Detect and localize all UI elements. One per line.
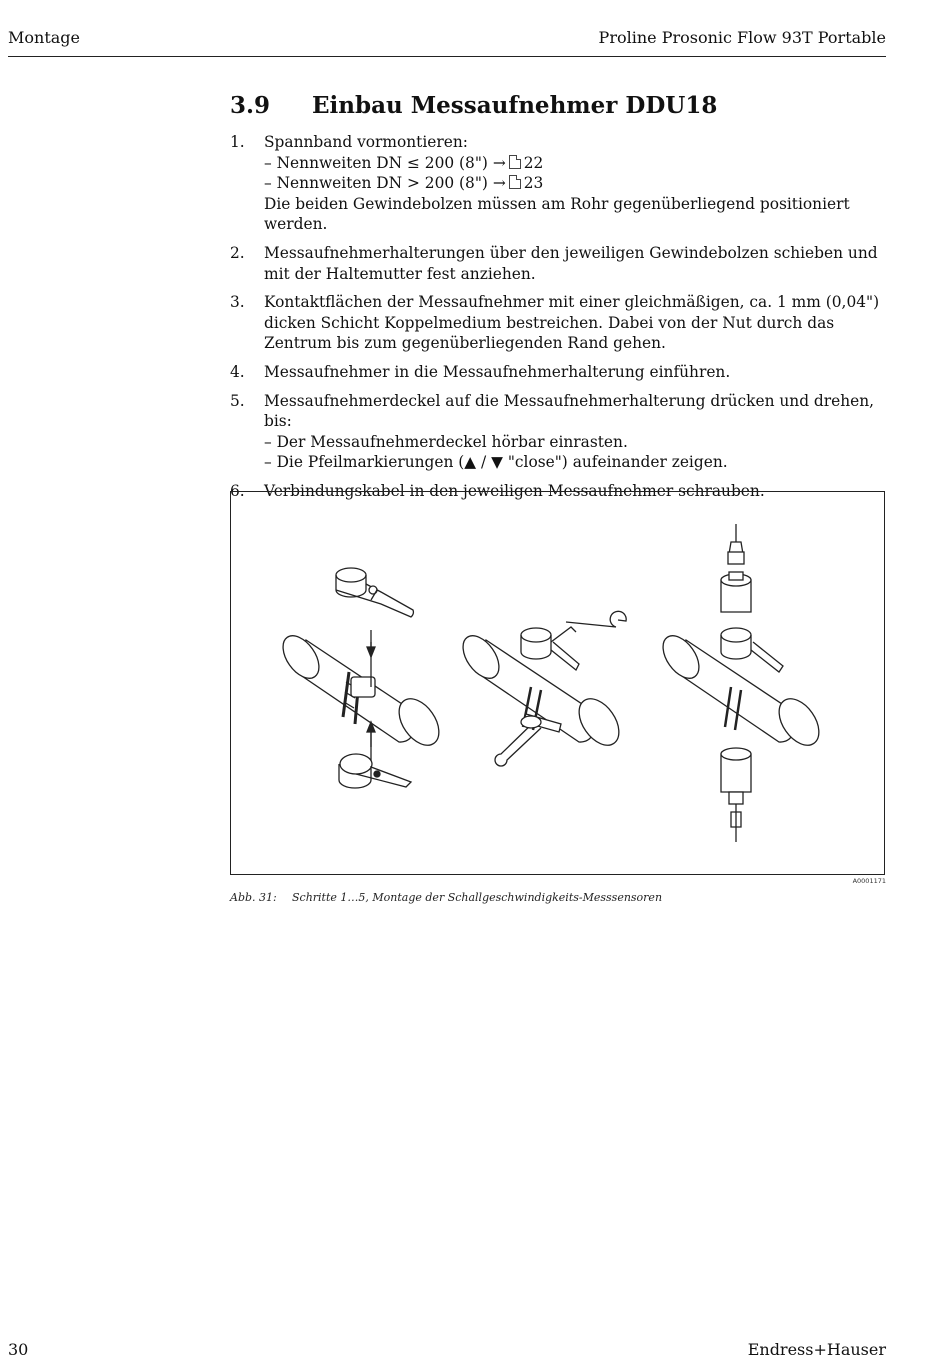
step-3 [230,292,890,354]
mounting-illustration [231,492,886,876]
assembly-step-b [456,611,627,766]
page-reference-icon [509,175,521,189]
page-reference-icon [509,155,521,169]
step-1 [230,132,890,235]
step-number: 2. [230,243,245,262]
running-header-section: Montage [8,28,80,47]
figure-caption [230,891,662,904]
step-4 [230,362,890,383]
step-text: Spannband vormontieren: [264,133,468,151]
header-rule [8,56,886,57]
section-title: Einbau Messaufnehmer DDU18 [312,92,718,119]
step-number: 5. [230,391,245,410]
step-text: Messaufnehmerdeckel auf die Messaufnehmerhalterung drücken und drehen, bis: [264,391,875,431]
sub-text: – Nennweiten DN ≤ 200 (8") → [264,153,506,172]
step-number: 6. [230,481,245,500]
step-sub-item [264,153,890,174]
step-note: Die beiden Gewindebolzen müssen am Rohr gegenüberliegend positioniert werden. [264,194,850,234]
step-number: 1. [230,133,245,151]
step-number: 4. [230,362,245,381]
step-2 [230,243,890,284]
page-reference[interactable]: 23 [523,174,544,193]
caption-label: Abb. 31: [230,891,277,904]
step-number: 3. [230,293,245,312]
step-list [230,132,890,510]
assembly-step-c [656,524,827,842]
step-text: Messaufnehmerhalterungen über den jeweiligen Gewindebolzen schieben und mit der Haltemutter fest anziehen. [264,243,878,283]
page-reference[interactable]: 22 [523,153,544,172]
section-number: 3.9 [230,92,271,119]
step-sub-item [264,173,890,194]
step-text: Verbindungskabel in den jeweiligen Messaufnehmer schrauben. [264,481,765,500]
assembly-step-a [276,568,447,788]
step-sub-item: – Die Pfeilmarkierungen (▲ / ▼ "close") aufeinander zeigen. [264,453,728,472]
brand-name: Endress+Hauser [747,1340,886,1359]
caption-text: Schritte 1…5, Montage der Schallgeschwindigkeits-Messsensoren [292,891,663,904]
step-text: Kontaktflächen der Messaufnehmer mit einer gleichmäßigen, ca. 1 mm (0,04") dicken Schicht Koppelmedium bestreichen. Dabei von der Nut durch das Zentrum bis zum gegenüberliegenden Rand gehen. [264,293,880,353]
figure-frame [230,491,885,875]
step-5 [230,391,890,473]
running-header-title: Proline Prosonic Flow 93T Portable [598,28,886,47]
sub-text: – Nennweiten DN > 200 (8") → [264,174,506,193]
section-heading [230,92,717,119]
step-sub-item: – Der Messaufnehmerdeckel hörbar einrasten. [264,432,628,451]
figure-id: A0001171 [852,877,886,885]
step-text: Messaufnehmer in die Messaufnehmerhalterung einführen. [264,362,731,381]
page-number: 30 [8,1340,29,1359]
